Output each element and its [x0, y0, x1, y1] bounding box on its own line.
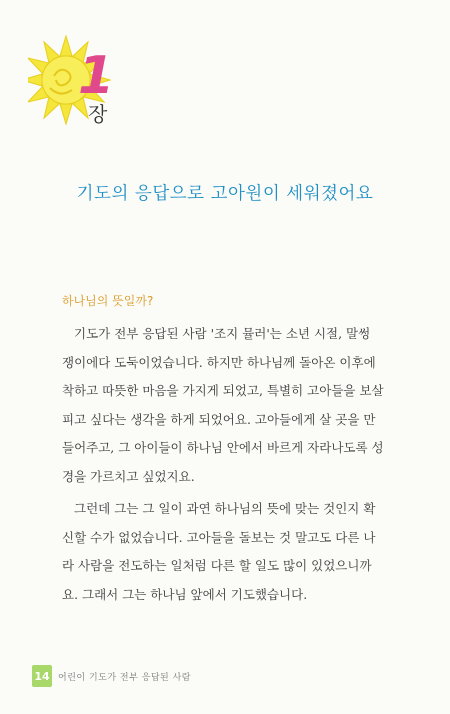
text-line: 라 사람을 전도하는 일처럼 다른 할 일도 많이 있었으니까: [62, 558, 372, 573]
paragraph-2: [62, 495, 397, 609]
section-subheading: 하나님의 뜻일까?: [62, 294, 154, 308]
page-footer: [32, 665, 191, 687]
text-line: 요. 그래서 그는 하나님 앞에서 기도했습니다.: [62, 586, 308, 602]
chapter-title: 기도의 응답으로 고아원이 세워졌어요: [76, 184, 374, 204]
text-line: 들어주고, 그 아이들이 하나님 안에서 바르게 자라나도록 성: [62, 440, 384, 455]
text-line: 경을 가르치고 싶었지요.: [62, 468, 195, 484]
chapter-label: 장: [88, 102, 108, 126]
paragraph-1: [62, 320, 397, 491]
chapter-number: 1: [78, 46, 115, 106]
running-head: 어린이 기도가 전부 응답된 사람: [58, 672, 191, 683]
text-line: 쟁이에다 도둑이었습니다. 하지만 하나님께 돌아온 이후에: [62, 354, 376, 370]
text-line: 착하고 따뜻한 마음을 가지게 되었고, 특별히 고아들을 보살: [62, 383, 384, 398]
page-number: 14: [32, 665, 52, 687]
body-text: [62, 320, 397, 613]
text-line: 피고 싶다는 생각을 하게 되었어요. 고아들에게 살 곳을 만: [62, 411, 376, 427]
text-line: 그런데 그는 그 일이 과연 하나님의 뜻에 맞는 것인지 확: [74, 501, 376, 516]
text-line: 기도가 전부 응답된 사람 '조지 뮬러'는 소년 시절, 말썽: [74, 326, 371, 341]
text-line: 신할 수가 없었습니다. 고아들을 돌보는 것 말고도 다른 나: [62, 529, 376, 545]
